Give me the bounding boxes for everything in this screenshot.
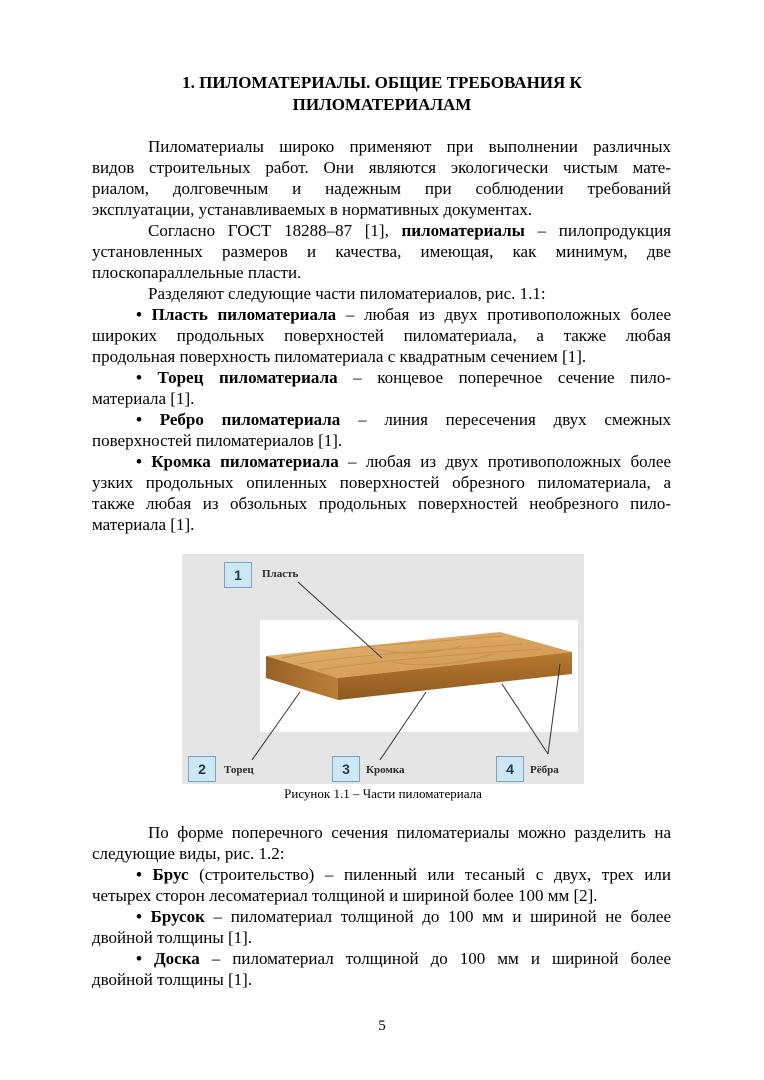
item-text: – любая из двух противоположных более — [336, 305, 671, 324]
callout-label-rebra: Рёбра — [530, 764, 559, 776]
callout-label-kromka: Кромка — [366, 764, 405, 776]
bullet: • — [136, 452, 142, 471]
callout-box: 1 — [224, 562, 252, 588]
item-text: (строительство) – пиленный или тесаный с двух, трех или — [188, 865, 671, 884]
para2-text: Согласно ГОСТ 18288–87 [1], — [148, 221, 402, 240]
figure-lumber-parts — [182, 554, 584, 784]
para1-line: эксплуатации, устанавливаемых в нормативных документах. — [92, 200, 533, 219]
term-pilomaterialy: пиломатериалы — [401, 221, 525, 240]
item-line: узких продольных опиленных поверхностей обрезного пиломатериала, а — [92, 473, 671, 492]
callout-box: 4 — [496, 756, 524, 782]
item-line: материала [1]. — [92, 389, 195, 408]
bullet: • — [136, 305, 142, 324]
list-item-brusok — [136, 906, 671, 927]
bullet: • — [136, 949, 142, 968]
term: Ребро пиломатериала — [159, 410, 341, 429]
title-line-1: 1. ПИЛОМАТЕРИАЛЫ. ОБЩИЕ ТРЕБОВАНИЯ К — [182, 73, 582, 92]
para4-line: следующие виды, рис. 1.2: — [92, 844, 285, 863]
para1-line: Пиломатериалы широко применяют при выполнении различных — [148, 137, 671, 156]
list-item-plast — [136, 304, 671, 325]
lumber-board-illustration — [182, 554, 584, 784]
term: Торец пиломатериала — [157, 368, 338, 387]
list-item-kromka — [136, 451, 671, 472]
para1-line: видов строительных работ. Они являются экологически чистым мате- — [92, 158, 671, 177]
item-line: двойной толщины [1]. — [92, 928, 253, 947]
para2-line: плоскопараллельные пласти. — [92, 263, 302, 282]
bullet: • — [136, 865, 142, 884]
item-line: материала [1]. — [92, 515, 195, 534]
para2-line: установленных размеров и качества, имеющая, как минимум, две — [92, 242, 671, 261]
list-item-doska — [136, 948, 671, 969]
callout-label-plast: Пласть — [262, 568, 299, 580]
para3-line: Разделяют следующие части пиломатериалов, рис. 1.1: — [148, 284, 546, 303]
item-text: – линия пересечения двух смежных — [340, 410, 672, 429]
item-line: двойной толщины [1]. — [92, 970, 253, 989]
callout-box: 2 — [188, 756, 216, 782]
para2-line — [148, 220, 671, 241]
list-item-brus — [136, 864, 671, 885]
para4-line: По форме поперечного сечения пиломатериалы можно разделить на — [148, 823, 671, 842]
para1-line: риалом, долговечным и надежным при соблюдении требований — [92, 179, 671, 198]
item-line: продольная поверхность пиломатериала с квадратным сечением [1]. — [92, 347, 587, 366]
item-line: поверхностей пиломатериалов [1]. — [92, 431, 343, 450]
term: Брусок — [150, 907, 205, 926]
term: Брус — [152, 865, 189, 884]
item-line: широких продольных поверхностей пиломатериала, а также любая — [92, 326, 671, 345]
item-text: – пиломатериал толщиной до 100 мм и шириной не более — [204, 907, 671, 926]
title-line-2: ПИЛОМАТЕРИАЛАМ — [292, 95, 472, 114]
figure-caption: Рисунок 1.1 – Части пиломатериала — [284, 786, 482, 801]
bullet: • — [136, 907, 142, 926]
callout-box: 3 — [332, 756, 360, 782]
item-line: четырех сторон лесоматериал толщиной и шириной более 100 мм [2]. — [92, 886, 598, 905]
callout-label-torec: Торец — [224, 764, 254, 776]
list-item-torec — [136, 367, 671, 388]
bullet: • — [136, 410, 142, 429]
term: Пласть пиломатериала — [151, 305, 337, 324]
para2-text: – пилопродукция — [524, 221, 671, 240]
item-line: также любая из обзольных продольных поверхностей необрезного пило- — [92, 494, 671, 513]
term: Доска — [153, 949, 200, 968]
item-text: – концевое поперечное сечение пило- — [337, 368, 672, 387]
list-item-rebro — [136, 409, 671, 430]
item-text: – любая из двух противоположных более — [338, 452, 672, 471]
bullet: • — [136, 368, 142, 387]
term: Кромка пиломатериала — [151, 452, 339, 471]
page-number: 5 — [378, 1018, 386, 1034]
item-text: – пиломатериал толщиной до 100 мм и шириной более — [199, 949, 671, 968]
section-title — [92, 72, 672, 116]
